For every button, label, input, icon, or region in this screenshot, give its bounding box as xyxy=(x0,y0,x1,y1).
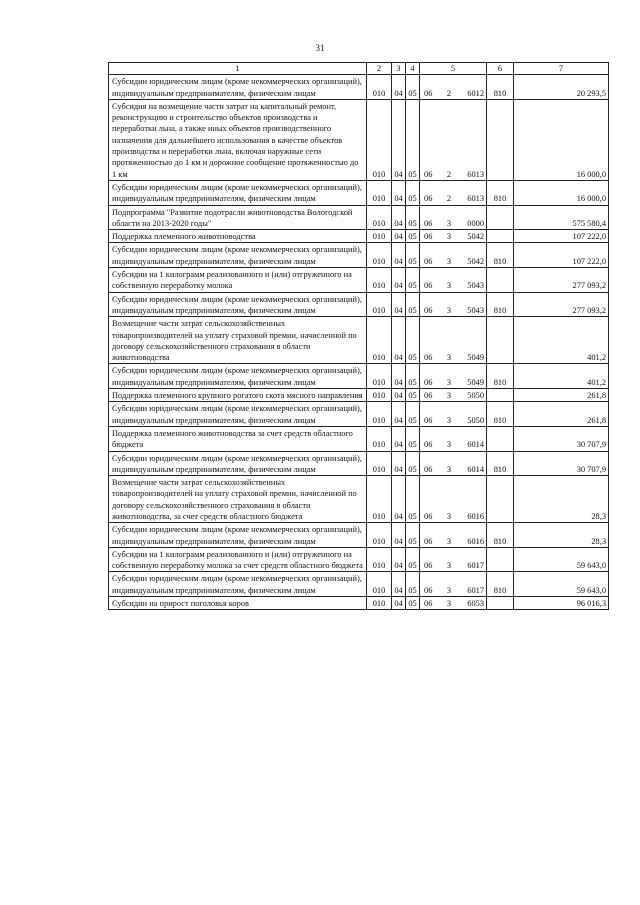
col-4-code: 05 xyxy=(406,389,420,402)
col-7-amount: 277 093,2 xyxy=(514,292,609,317)
target-article-code xyxy=(422,305,484,316)
header-cell: 1 xyxy=(109,63,367,75)
col-3-code: 04 xyxy=(392,205,406,230)
col-7-amount: 401,2 xyxy=(514,317,609,364)
program-code: 06 xyxy=(424,281,433,291)
col-5-code xyxy=(420,317,487,364)
table-row xyxy=(109,451,609,476)
direction-code: 5043 xyxy=(467,305,484,315)
col-2-code: 010 xyxy=(367,547,392,572)
col-5-code xyxy=(420,476,487,523)
row-name: Субсидии юридическим лицам (кроме некоммерческих организаций), индивидуальным предпринимателям, физическим лицам xyxy=(109,75,367,100)
col-2-code: 010 xyxy=(367,476,392,523)
col-6-code: 810 xyxy=(487,180,514,205)
col-4-code: 05 xyxy=(406,99,420,180)
col-7-amount: 30 707,9 xyxy=(514,426,609,451)
col-3-code: 04 xyxy=(392,389,406,402)
col-3-code: 04 xyxy=(392,99,406,180)
row-name: Субсидии юридическим лицам (кроме некоммерческих организаций), индивидуальным предпринимателям, физическим лицам xyxy=(109,572,367,597)
col-6-code xyxy=(487,268,514,293)
col-3-code: 04 xyxy=(392,317,406,364)
col-6-code xyxy=(487,317,514,364)
col-2-code: 010 xyxy=(367,268,392,293)
target-article-code xyxy=(422,439,484,450)
table-row xyxy=(109,230,609,243)
subprogram-code: 3 xyxy=(446,391,452,401)
col-4-code: 05 xyxy=(406,268,420,293)
header-cell: 5 xyxy=(420,63,487,75)
col-7-amount: 277 093,2 xyxy=(514,268,609,293)
table-row xyxy=(109,572,609,597)
direction-code: 5049 xyxy=(467,377,484,387)
col-7-amount: 30 707,9 xyxy=(514,451,609,476)
col-5-code xyxy=(420,597,487,610)
subprogram-code: 3 xyxy=(446,256,452,266)
table-row xyxy=(109,268,609,293)
target-article-code xyxy=(422,352,484,363)
col-2-code: 010 xyxy=(367,426,392,451)
col-4-code: 05 xyxy=(406,426,420,451)
row-name: Поддержка племенного животноводства xyxy=(109,230,367,243)
col-6-code: 810 xyxy=(487,523,514,548)
col-4-code: 05 xyxy=(406,402,420,427)
direction-code: 6013 xyxy=(467,194,484,204)
page-number: 31 xyxy=(315,43,325,53)
col-4-code: 05 xyxy=(406,597,420,610)
col-4-code: 05 xyxy=(406,75,420,100)
program-code: 06 xyxy=(424,415,433,425)
header-cell: 3 xyxy=(392,63,406,75)
table-row xyxy=(109,597,609,610)
col-6-code: 810 xyxy=(487,75,514,100)
program-code: 06 xyxy=(424,218,433,228)
program-code: 06 xyxy=(424,232,433,242)
subprogram-code: 3 xyxy=(446,218,452,228)
header-cell: 6 xyxy=(487,63,514,75)
col-6-code xyxy=(487,426,514,451)
subprogram-code: 3 xyxy=(446,511,452,521)
col-6-code: 810 xyxy=(487,243,514,268)
target-article-code xyxy=(422,415,484,426)
col-6-code xyxy=(487,476,514,523)
subprogram-code: 2 xyxy=(446,169,452,179)
col-5-code xyxy=(420,451,487,476)
col-7-amount: 28,3 xyxy=(514,523,609,548)
col-3-code: 04 xyxy=(392,292,406,317)
col-3-code: 04 xyxy=(392,426,406,451)
subprogram-code: 3 xyxy=(446,440,452,450)
direction-code: 6012 xyxy=(467,88,484,98)
subprogram-code: 3 xyxy=(446,585,452,595)
subprogram-code: 3 xyxy=(446,536,452,546)
row-name: Субсидии юридическим лицам (кроме некоммерческих организаций), индивидуальным предпринимателям, физическим лицам xyxy=(109,292,367,317)
target-article-code xyxy=(422,585,484,596)
direction-code: 5043 xyxy=(467,281,484,291)
target-article-code xyxy=(422,390,484,401)
col-6-code xyxy=(487,547,514,572)
table-row xyxy=(109,292,609,317)
col-4-code: 05 xyxy=(406,572,420,597)
col-6-code xyxy=(487,597,514,610)
col-7-amount: 59 643,0 xyxy=(514,547,609,572)
program-code: 06 xyxy=(424,511,433,521)
col-3-code: 04 xyxy=(392,364,406,389)
target-article-code xyxy=(422,560,484,571)
col-2-code: 010 xyxy=(367,451,392,476)
subprogram-code: 3 xyxy=(446,305,452,315)
col-5-code xyxy=(420,426,487,451)
target-article-code xyxy=(422,598,484,609)
table-row xyxy=(109,476,609,523)
row-name: Субсидии юридическим лицам (кроме некоммерческих организаций), индивидуальным предпринимателям, физическим лицам xyxy=(109,523,367,548)
program-code: 06 xyxy=(424,599,433,609)
target-article-code xyxy=(422,193,484,204)
program-code: 06 xyxy=(424,169,433,179)
program-code: 06 xyxy=(424,391,433,401)
row-name: Поддержка племенного крупного рогатого скота мясного направления xyxy=(109,389,367,402)
col-3-code: 04 xyxy=(392,230,406,243)
target-article-code xyxy=(422,256,484,267)
row-name: Субсидии юридическим лицам (кроме некоммерческих организаций), индивидуальным предпринимателям, физическим лицам xyxy=(109,364,367,389)
table-row xyxy=(109,389,609,402)
col-7-amount: 107 222,0 xyxy=(514,230,609,243)
direction-code: 5050 xyxy=(467,415,484,425)
col-2-code: 010 xyxy=(367,402,392,427)
target-article-code xyxy=(422,169,484,180)
col-3-code: 04 xyxy=(392,268,406,293)
col-2-code: 010 xyxy=(367,572,392,597)
subprogram-code: 3 xyxy=(446,232,452,242)
direction-code: 6016 xyxy=(467,511,484,521)
col-5-code xyxy=(420,230,487,243)
direction-code: 6016 xyxy=(467,536,484,546)
col-5-code xyxy=(420,389,487,402)
col-2-code: 010 xyxy=(367,205,392,230)
col-3-code: 04 xyxy=(392,402,406,427)
col-6-code: 810 xyxy=(487,451,514,476)
direction-code: 6014 xyxy=(467,464,484,474)
row-name: Субсидии на прирост поголовья коров xyxy=(109,597,367,610)
table-row xyxy=(109,364,609,389)
program-code: 06 xyxy=(424,464,433,474)
header-cell: 7 xyxy=(514,63,609,75)
subprogram-code: 3 xyxy=(446,561,452,571)
col-3-code: 04 xyxy=(392,75,406,100)
col-3-code: 04 xyxy=(392,547,406,572)
table-body xyxy=(109,75,609,610)
col-4-code: 05 xyxy=(406,476,420,523)
table-row xyxy=(109,402,609,427)
subprogram-code: 3 xyxy=(446,353,452,363)
subprogram-code: 3 xyxy=(446,415,452,425)
col-6-code: 810 xyxy=(487,572,514,597)
direction-code: 6013 xyxy=(467,169,484,179)
subprogram-code: 3 xyxy=(446,599,452,609)
table-row xyxy=(109,317,609,364)
direction-code: 5042 xyxy=(467,256,484,266)
col-4-code: 05 xyxy=(406,230,420,243)
program-code: 06 xyxy=(424,440,433,450)
direction-code: 6017 xyxy=(467,585,484,595)
subprogram-code: 3 xyxy=(446,377,452,387)
col-6-code xyxy=(487,230,514,243)
target-article-code xyxy=(422,231,484,242)
col-7-amount: 107 222,0 xyxy=(514,243,609,268)
col-5-code xyxy=(420,268,487,293)
row-name: Возмещение части затрат сельскохозяйственных товаропроизводителей на уплату страховой премии, начисленной по договору сельскохозяйственного страхования в области животноводства xyxy=(109,317,367,364)
col-2-code: 010 xyxy=(367,99,392,180)
col-4-code: 05 xyxy=(406,180,420,205)
program-code: 06 xyxy=(424,585,433,595)
program-code: 06 xyxy=(424,536,433,546)
col-7-amount: 96 016,3 xyxy=(514,597,609,610)
subprogram-code: 3 xyxy=(446,281,452,291)
subprogram-code: 3 xyxy=(446,464,452,474)
col-3-code: 04 xyxy=(392,451,406,476)
col-2-code: 010 xyxy=(367,243,392,268)
header-cell: 4 xyxy=(406,63,420,75)
program-code: 06 xyxy=(424,377,433,387)
program-code: 06 xyxy=(424,561,433,571)
subprogram-code: 2 xyxy=(446,194,452,204)
col-4-code: 05 xyxy=(406,547,420,572)
col-4-code: 05 xyxy=(406,451,420,476)
row-name: Субсидии на 1 килограмм реализованного и (или) отгруженного на собственную переработку молока xyxy=(109,268,367,293)
col-5-code xyxy=(420,180,487,205)
col-7-amount: 261,8 xyxy=(514,402,609,427)
table-row xyxy=(109,180,609,205)
target-article-code xyxy=(422,88,484,99)
col-2-code: 010 xyxy=(367,597,392,610)
col-6-code xyxy=(487,205,514,230)
target-article-code xyxy=(422,218,484,229)
col-7-amount: 401,2 xyxy=(514,364,609,389)
col-5-code xyxy=(420,243,487,268)
program-code: 06 xyxy=(424,194,433,204)
col-5-code xyxy=(420,572,487,597)
col-5-code xyxy=(420,364,487,389)
table-row xyxy=(109,205,609,230)
row-name: Субсидии юридическим лицам (кроме некоммерческих организаций), индивидуальным предпринимателям, физическим лицам xyxy=(109,451,367,476)
table-row xyxy=(109,523,609,548)
col-7-amount: 59 643,0 xyxy=(514,572,609,597)
row-name: Субсидия на возмещение части затрат на капитальный ремонт, реконструкцию и строительство объектов производства и переработки льна, а также иных объектов производственного назначения для дальнейшего использования в качестве объектов производства и переработки льна, включая наружные сети протяженностью до 1 км и дорожное сообщение протяженностью до 1 км xyxy=(109,99,367,180)
col-2-code: 010 xyxy=(367,364,392,389)
col-5-code xyxy=(420,292,487,317)
col-3-code: 04 xyxy=(392,180,406,205)
table-row xyxy=(109,75,609,100)
program-code: 06 xyxy=(424,305,433,315)
col-5-code xyxy=(420,547,487,572)
col-6-code xyxy=(487,99,514,180)
direction-code: 5042 xyxy=(467,232,484,242)
col-5-code xyxy=(420,99,487,180)
col-4-code: 05 xyxy=(406,523,420,548)
col-6-code: 810 xyxy=(487,402,514,427)
budget-table xyxy=(108,62,609,610)
col-2-code: 010 xyxy=(367,75,392,100)
col-7-amount: 261,8 xyxy=(514,389,609,402)
direction-code: 6053 xyxy=(467,599,484,609)
direction-code: 5049 xyxy=(467,353,484,363)
direction-code: 6017 xyxy=(467,561,484,571)
program-code: 06 xyxy=(424,88,433,98)
target-article-code xyxy=(422,464,484,475)
row-name: Субсидии на 1 килограмм реализованного и (или) отгруженного на собственную переработку молока за счет средств областного бюджета xyxy=(109,547,367,572)
program-code: 06 xyxy=(424,256,433,266)
target-article-code xyxy=(422,511,484,522)
program-code: 06 xyxy=(424,353,433,363)
col-5-code xyxy=(420,523,487,548)
row-name: Поддержка племенного животноводства за счет средств областного бюджета xyxy=(109,426,367,451)
row-name: Субсидии юридическим лицам (кроме некоммерческих организаций), индивидуальным предпринимателям, физическим лицам xyxy=(109,243,367,268)
table-row xyxy=(109,243,609,268)
col-2-code: 010 xyxy=(367,389,392,402)
col-3-code: 04 xyxy=(392,476,406,523)
col-6-code xyxy=(487,389,514,402)
col-4-code: 05 xyxy=(406,205,420,230)
col-2-code: 010 xyxy=(367,180,392,205)
col-2-code: 010 xyxy=(367,523,392,548)
col-2-code: 010 xyxy=(367,292,392,317)
col-3-code: 04 xyxy=(392,597,406,610)
row-name: Возмещение части затрат сельскохозяйственных товаропроизводителей на уплату страховой премии, начисленной по договору сельскохозяйственного страхования в области животноводства, за счет средств областного бюджета xyxy=(109,476,367,523)
target-article-code xyxy=(422,280,484,291)
col-2-code: 010 xyxy=(367,230,392,243)
col-4-code: 05 xyxy=(406,292,420,317)
col-6-code: 810 xyxy=(487,364,514,389)
col-3-code: 04 xyxy=(392,523,406,548)
table-row xyxy=(109,547,609,572)
row-name: Субсидии юридическим лицам (кроме некоммерческих организаций), индивидуальным предпринимателям, физическим лицам xyxy=(109,180,367,205)
col-5-code xyxy=(420,75,487,100)
table-row xyxy=(109,426,609,451)
row-name: Субсидии юридическим лицам (кроме некоммерческих организаций), индивидуальным предпринимателям, физическим лицам xyxy=(109,402,367,427)
col-5-code xyxy=(420,402,487,427)
target-article-code xyxy=(422,536,484,547)
col-4-code: 05 xyxy=(406,317,420,364)
col-3-code: 04 xyxy=(392,572,406,597)
col-7-amount: 575 580,4 xyxy=(514,205,609,230)
col-7-amount: 16 000,0 xyxy=(514,180,609,205)
table-row xyxy=(109,99,609,180)
col-7-amount: 20 293,5 xyxy=(514,75,609,100)
col-5-code xyxy=(420,205,487,230)
direction-code: 5050 xyxy=(467,391,484,401)
col-3-code: 04 xyxy=(392,243,406,268)
direction-code: 6014 xyxy=(467,440,484,450)
subprogram-code: 2 xyxy=(446,88,452,98)
col-2-code: 010 xyxy=(367,317,392,364)
target-article-code xyxy=(422,377,484,388)
col-7-amount: 16 000,0 xyxy=(514,99,609,180)
col-6-code: 810 xyxy=(487,292,514,317)
header-cell: 2 xyxy=(367,63,392,75)
header-row xyxy=(109,63,609,75)
row-name: Подпрограмма "Развитие подотрасли животноводства Вологодской области на 2013-2020 годы" xyxy=(109,205,367,230)
col-4-code: 05 xyxy=(406,364,420,389)
direction-code: 0000 xyxy=(467,218,484,228)
col-4-code: 05 xyxy=(406,243,420,268)
col-7-amount: 28,3 xyxy=(514,476,609,523)
